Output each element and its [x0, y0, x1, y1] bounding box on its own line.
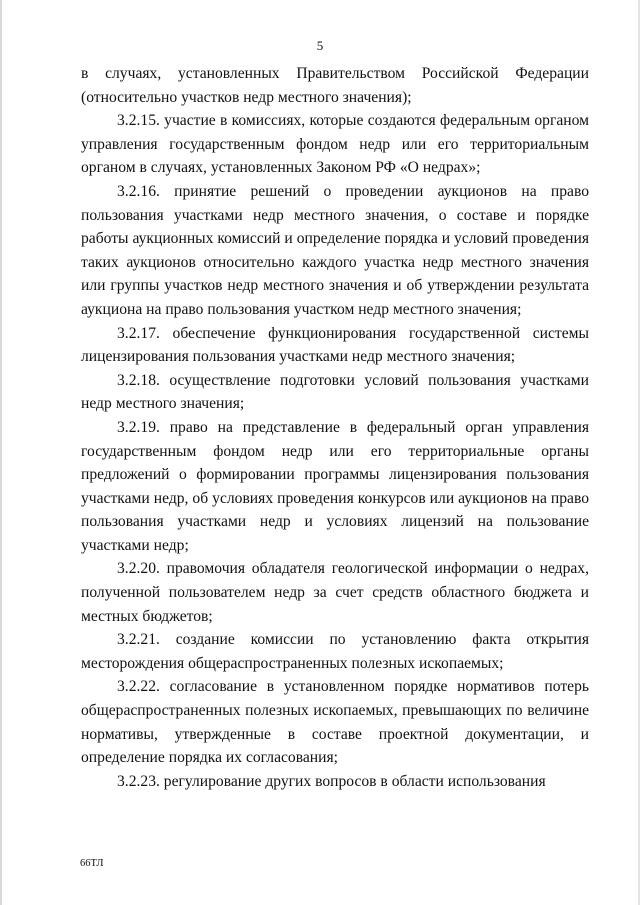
paragraph-continued: в случаях, установленных Правительством Российской Федерации (относительно участков недр местного значения);: [81, 65, 589, 106]
paragraph-3-2-21: 3.2.21. создание комиссии по установлению факта открытия месторождения общераспространенных полезных ископаемых;: [81, 631, 589, 672]
footer-document-code: 66ТЛ: [80, 858, 104, 869]
paragraph-3-2-15: 3.2.15. участие в комиссиях, которые создаются федеральным органом управления государственным фондом недр или его территориальным органом в случаях, установленных Законом РФ «О недрах»;: [81, 112, 589, 177]
paragraph-3-2-18: 3.2.18. осуществление подготовки условий пользования участками недр местного значения;: [81, 371, 589, 413]
paragraph-3-2-19: 3.2.19. право на представление в федеральный орган управления государственным фондом недр или его территориальные органы предложений о формировании программы лицензирования пользования участками недр, об условиях проведения конкурсов или аукционов на право пользования участками недр и условиях лицензий на пользование участками недр;: [81, 418, 589, 554]
paragraph-3-2-22: 3.2.22. согласование в установленном порядке нормативов потерь общераспространенных полезных ископаемых, превышающих по величине нормативы, утвержденные в составе проектной документации, и определение порядка их согласования;: [81, 678, 589, 767]
page-number: 5: [316, 38, 324, 53]
scan-edge-left: [0, 0, 2, 905]
paragraph-3-2-20: 3.2.20. правомочия обладателя геологической информации о недрах, полученной пользователем недр за счет средств областного бюджета и местных бюджетов;: [81, 560, 589, 625]
paragraph-3-2-17: 3.2.17. обеспечение функционирования государственной системы лицензирования пользования участками недр местного значения;: [81, 324, 589, 366]
paragraph-3-2-23: 3.2.23. регулирование других вопросов в области использования: [117, 772, 546, 790]
paragraph-3-2-16: 3.2.16. принятие решений о проведении аукционов на право пользования участками недр местного значения, о составе и порядке работы аукционных комиссий и определение порядка и условий проведения таких аукционов относительно каждого участка недр местного значения или группы участков недр местного значения и об утверждении результата аукциона на право пользования участком недр местного значения;: [81, 182, 589, 318]
document-body: [81, 62, 589, 793]
